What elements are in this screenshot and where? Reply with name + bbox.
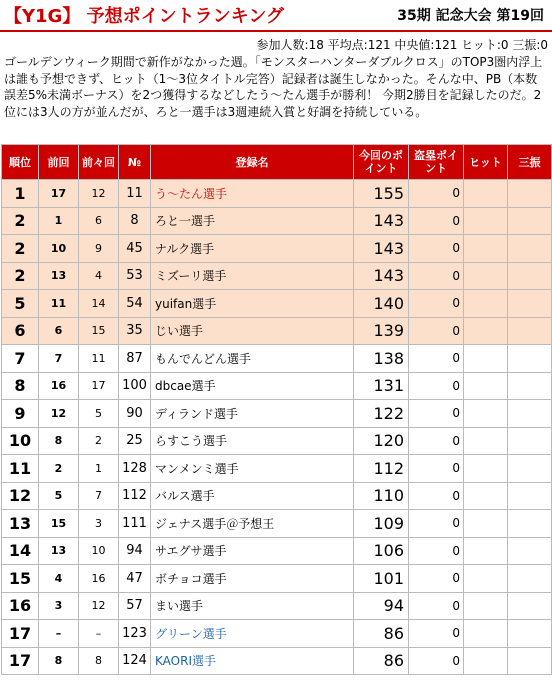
rank-cell: 12 [2, 482, 39, 510]
col-strikeout-header: 三振 [508, 145, 552, 180]
hit-cell [464, 372, 508, 400]
col-no-header: № [119, 145, 151, 180]
rank-cell: 2 [2, 262, 39, 290]
prev-rank-cell: 8 [39, 427, 79, 455]
prev-rank-cell: 2 [39, 455, 79, 483]
prev2-rank-cell: 12 [79, 180, 119, 208]
steal-points-cell: 0 [409, 537, 464, 565]
steal-points-cell: 0 [409, 482, 464, 510]
prev2-rank-cell: 17 [79, 372, 119, 400]
col-prev2-header: 前々回 [79, 145, 119, 180]
entry-no-cell: 123 [119, 620, 151, 648]
entry-no-cell: 45 [119, 235, 151, 263]
table-row [2, 262, 552, 290]
player-name-cell: まい選手 [151, 592, 354, 620]
steal-points-cell: 0 [409, 647, 464, 675]
prev2-rank-cell: 6 [79, 207, 119, 235]
player-name-cell: ろと一選手 [151, 207, 354, 235]
prev-rank-cell: 13 [39, 537, 79, 565]
entry-no-cell: 111 [119, 510, 151, 538]
entry-no-cell: 35 [119, 317, 151, 345]
prev2-rank-cell: – [79, 620, 119, 648]
strikeout-cell [508, 537, 552, 565]
points-cell: 86 [354, 647, 409, 675]
rank-cell: 14 [2, 537, 39, 565]
table-row [2, 620, 552, 648]
points-cell: 94 [354, 592, 409, 620]
points-cell: 106 [354, 537, 409, 565]
steal-points-cell: 0 [409, 207, 464, 235]
entry-no-cell: 57 [119, 592, 151, 620]
rank-cell: 17 [2, 620, 39, 648]
hit-cell [464, 262, 508, 290]
player-name-cell: もんでんどん選手 [151, 345, 354, 373]
strikeout-cell [508, 592, 552, 620]
table-row [2, 317, 552, 345]
strikeout-cell [508, 317, 552, 345]
player-name-cell: グリーン選手 [151, 620, 354, 648]
player-name-cell: ボチョコ選手 [151, 565, 354, 593]
steal-points-cell: 0 [409, 510, 464, 538]
hit-cell [464, 235, 508, 263]
prev-rank-cell: 15 [39, 510, 79, 538]
steal-points-cell: 0 [409, 592, 464, 620]
table-row [2, 647, 552, 675]
entry-no-cell: 94 [119, 537, 151, 565]
table-row [2, 372, 552, 400]
col-prev-header: 前回 [39, 145, 79, 180]
prev-rank-cell: – [39, 620, 79, 648]
player-name-cell: バルス選手 [151, 482, 354, 510]
player-name-cell: yuifan選手 [151, 290, 354, 318]
hit-cell [464, 180, 508, 208]
prev-rank-cell: 10 [39, 235, 79, 263]
points-cell: 122 [354, 400, 409, 428]
strikeout-cell [508, 345, 552, 373]
points-cell: 120 [354, 427, 409, 455]
hit-cell [464, 592, 508, 620]
entry-no-cell: 11 [119, 180, 151, 208]
rank-cell: 13 [2, 510, 39, 538]
rank-cell: 8 [2, 372, 39, 400]
points-cell: 131 [354, 372, 409, 400]
strikeout-cell [508, 565, 552, 593]
points-cell: 138 [354, 345, 409, 373]
round-comment: ゴールデンウィーク期間で新作がなかった週。「モンスターハンターダブルクロス」のTOP3圏内浮上は誰も予想できず、ヒット（1～3位タイトル完答）記録者は誕生しなかった。そんな中、PB（本数誤差5%未満ボーナス）を2つ獲得するなどしたう～たん選手が勝利！ 今期2勝目を記録したのだ。2位には3人の方が並んだが、ろと一選手は3週連続入賞と好調を持続している。 [4, 55, 543, 119]
player-name-cell: ディランド選手 [151, 400, 354, 428]
entry-no-cell: 128 [119, 455, 151, 483]
points-cell: 101 [354, 565, 409, 593]
rank-cell: 9 [2, 400, 39, 428]
col-hit-header: ヒット [464, 145, 508, 180]
prev-rank-cell: 5 [39, 482, 79, 510]
steal-points-cell: 0 [409, 262, 464, 290]
hit-cell [464, 620, 508, 648]
player-name-cell: dbcae選手 [151, 372, 354, 400]
prev-rank-cell: 13 [39, 262, 79, 290]
prev2-rank-cell: 4 [79, 262, 119, 290]
strikeout-cell [508, 372, 552, 400]
steal-points-cell: 0 [409, 290, 464, 318]
player-name-cell: サエグサ選手 [151, 537, 354, 565]
table-row [2, 537, 552, 565]
player-name-cell: らすこう選手 [151, 427, 354, 455]
strikeout-cell [508, 620, 552, 648]
hit-cell [464, 565, 508, 593]
prev-rank-cell: 8 [39, 647, 79, 675]
table-row [2, 235, 552, 263]
page-header [0, 0, 552, 32]
steal-points-cell: 0 [409, 317, 464, 345]
steal-points-cell: 0 [409, 565, 464, 593]
points-cell: 140 [354, 290, 409, 318]
rank-cell: 2 [2, 235, 39, 263]
strikeout-cell [508, 510, 552, 538]
rank-cell: 11 [2, 455, 39, 483]
table-row [2, 482, 552, 510]
col-name-header: 登録名 [151, 145, 354, 180]
entry-no-cell: 8 [119, 207, 151, 235]
points-cell: 155 [354, 180, 409, 208]
prev-rank-cell: 17 [39, 180, 79, 208]
rank-cell: 15 [2, 565, 39, 593]
col-rank-header: 順位 [2, 145, 39, 180]
entry-no-cell: 25 [119, 427, 151, 455]
prev2-rank-cell: 5 [79, 400, 119, 428]
steal-points-cell: 0 [409, 400, 464, 428]
rank-cell: 5 [2, 290, 39, 318]
summary-stats: 参加人数:18 平均点:121 中央値:121 ヒット:0 三振:0 [256, 38, 548, 52]
entry-no-cell: 90 [119, 400, 151, 428]
hit-cell [464, 537, 508, 565]
table-row [2, 455, 552, 483]
strikeout-cell [508, 647, 552, 675]
steal-points-cell: 0 [409, 180, 464, 208]
rank-cell: 17 [2, 647, 39, 675]
prev2-rank-cell: 14 [79, 290, 119, 318]
prev-rank-cell: 4 [39, 565, 79, 593]
player-name-cell: じい選手 [151, 317, 354, 345]
entry-no-cell: 54 [119, 290, 151, 318]
prev2-rank-cell: 3 [79, 510, 119, 538]
prev2-rank-cell: 7 [79, 482, 119, 510]
prev2-rank-cell: 16 [79, 565, 119, 593]
steal-points-cell: 0 [409, 235, 464, 263]
player-name-cell: ナルク選手 [151, 235, 354, 263]
hit-cell [464, 647, 508, 675]
strikeout-cell [508, 400, 552, 428]
rank-cell: 6 [2, 317, 39, 345]
prev-rank-cell: 6 [39, 317, 79, 345]
table-row [2, 290, 552, 318]
prev-rank-cell: 3 [39, 592, 79, 620]
strikeout-cell [508, 207, 552, 235]
points-cell: 110 [354, 482, 409, 510]
col-steal-header: 盗塁ポイント [409, 145, 464, 180]
points-cell: 143 [354, 262, 409, 290]
entry-no-cell: 53 [119, 262, 151, 290]
strikeout-cell [508, 290, 552, 318]
points-cell: 143 [354, 207, 409, 235]
ranking-table [1, 144, 552, 675]
rank-cell: 16 [2, 592, 39, 620]
hit-cell [464, 345, 508, 373]
entry-no-cell: 100 [119, 372, 151, 400]
strikeout-cell [508, 262, 552, 290]
hit-cell [464, 290, 508, 318]
entry-no-cell: 112 [119, 482, 151, 510]
prev-rank-cell: 12 [39, 400, 79, 428]
table-row [2, 427, 552, 455]
points-cell: 112 [354, 455, 409, 483]
page-title: 【Y1G】 予想ポイントランキング [4, 6, 285, 27]
table-row [2, 400, 552, 428]
entry-no-cell: 87 [119, 345, 151, 373]
strikeout-cell [508, 455, 552, 483]
table-row [2, 592, 552, 620]
prev2-rank-cell: 10 [79, 537, 119, 565]
prev-rank-cell: 16 [39, 372, 79, 400]
rank-cell: 1 [2, 180, 39, 208]
table-row [2, 345, 552, 373]
rank-cell: 10 [2, 427, 39, 455]
prev2-rank-cell: 1 [79, 455, 119, 483]
prev2-rank-cell: 12 [79, 592, 119, 620]
prev2-rank-cell: 9 [79, 235, 119, 263]
player-name-cell: ジェナス選手＠予想王 [151, 510, 354, 538]
table-row [2, 207, 552, 235]
event-label: 35期 記念大会 第19回 [397, 8, 544, 24]
hit-cell [464, 400, 508, 428]
player-name-cell: う～たん選手 [151, 180, 354, 208]
entry-no-cell: 47 [119, 565, 151, 593]
points-cell: 86 [354, 620, 409, 648]
hit-cell [464, 482, 508, 510]
prev-rank-cell: 1 [39, 207, 79, 235]
prev2-rank-cell: 15 [79, 317, 119, 345]
steal-points-cell: 0 [409, 427, 464, 455]
strikeout-cell [508, 482, 552, 510]
hit-cell [464, 455, 508, 483]
prev2-rank-cell: 11 [79, 345, 119, 373]
strikeout-cell [508, 427, 552, 455]
prev-rank-cell: 7 [39, 345, 79, 373]
player-name-cell: マンメンミ選手 [151, 455, 354, 483]
points-cell: 139 [354, 317, 409, 345]
points-cell: 143 [354, 235, 409, 263]
player-name-cell: KAORI選手 [151, 647, 354, 675]
player-name-cell: ミズーリ選手 [151, 262, 354, 290]
steal-points-cell: 0 [409, 455, 464, 483]
prev2-rank-cell: 2 [79, 427, 119, 455]
hit-cell [464, 510, 508, 538]
hit-cell [464, 207, 508, 235]
strikeout-cell [508, 235, 552, 263]
table-row [2, 565, 552, 593]
rank-cell: 7 [2, 345, 39, 373]
col-points-header: 今回のポイント [354, 145, 409, 180]
rank-cell: 2 [2, 207, 39, 235]
hit-cell [464, 427, 508, 455]
prev2-rank-cell: 8 [79, 647, 119, 675]
prev-rank-cell: 11 [39, 290, 79, 318]
table-row [2, 180, 552, 208]
hit-cell [464, 317, 508, 345]
strikeout-cell [508, 180, 552, 208]
steal-points-cell: 0 [409, 345, 464, 373]
steal-points-cell: 0 [409, 620, 464, 648]
points-cell: 109 [354, 510, 409, 538]
table-header-row [2, 145, 552, 180]
steal-points-cell: 0 [409, 372, 464, 400]
entry-no-cell: 124 [119, 647, 151, 675]
table-row [2, 510, 552, 538]
